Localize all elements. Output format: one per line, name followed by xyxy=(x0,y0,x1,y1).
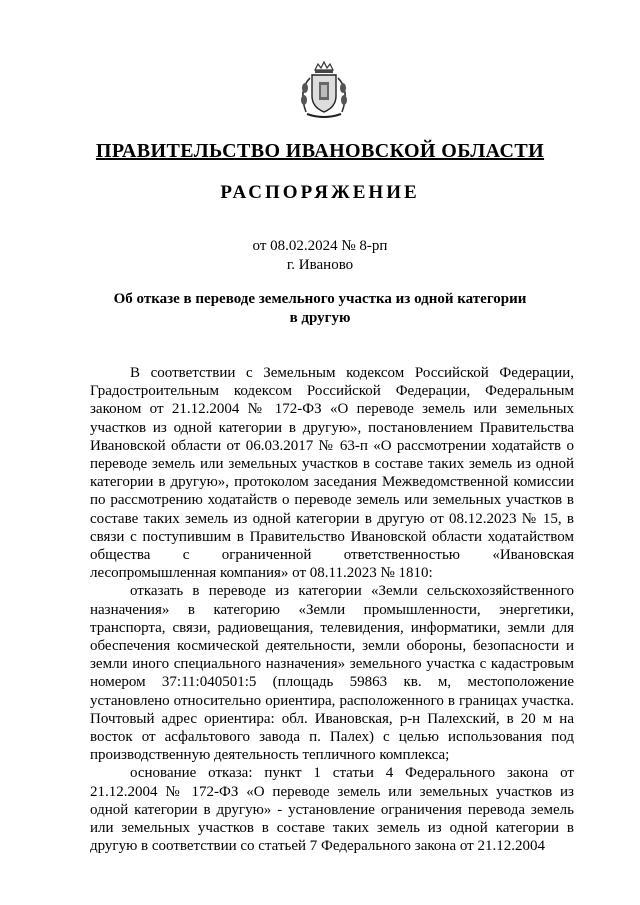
city: г. Иваново xyxy=(286,257,354,273)
document-type: РАСПОРЯЖЕНИЕ xyxy=(220,182,420,203)
body-paragraph-2: отказать в переводе из категории «Земли сельскохозяйственного назначения» в категорию «Земли промышленности, энергетики, транспорта, связи, радиовещания, телевидения, информатики, земли для обеспечения космической деятельности, земли обороны, безопасности и земли иного специального назначения» земельного участка с кадастровым номером 37:11:040501:5 (площадь 59863 кв. м, местоположение установлено относительно ориентира, расположенного в границах участка. Почтовый адрес ориентира: обл. Ивановская, р-н Палехский, в 20 м на восток от асфальтового завода п. Палех) с целью использования под производственную деятельность тепличного комплекса; xyxy=(90,583,574,764)
body-paragraph-3: основание отказа: пункт 1 статьи 4 Федерального закона от 21.12.2004 № 172-ФЗ «О переводе земель или земельных участков из одной категории в другую» - установление ограничения перевода земель или земельных участков в составе таких земель из одной категории в другую в соответствии со статьей 7 Федерального закона от 21.12.2004 xyxy=(90,765,574,855)
document-subject xyxy=(100,290,540,328)
date-and-number: от 08.02.2024 № 8-рп xyxy=(252,238,388,254)
government-title: ПРАВИТЕЛЬСТВО ИВАНОВСКОЙ ОБЛАСТИ xyxy=(95,140,545,162)
subject-line-1: Об отказе в переводе земельного участка из одной категории xyxy=(113,291,527,307)
coat-of-arms-icon xyxy=(293,60,355,122)
document-body xyxy=(90,364,574,855)
body-paragraph-1: В соответствии с Земельным кодексом Российской Федерации, Градостроительным кодексом Российской Федерации, Федеральным законом от 21.12.2004 № 172-ФЗ «О переводе земель или земельных участков из одной категории в другую», постановлением Правительства Ивановской области от 06.03.2017 № 63-п «О рассмотрении ходатайств о переводе земель или земельных участков в составе таких земель из одной категории в другую», протоколом заседания Межведомственной комиссии по рассмотрению ходатайств о переводе земель или земельных участков в составе таких земель из одной категории в другую от 08.12.2023 № 15, в связи с поступившим в Правительство Ивановской области ходатайством общества с ограниченной ответственностью «Ивановская лесопромышленная компания» от 08.11.2023 № 1810: xyxy=(90,365,574,582)
subject-line-2: в другую xyxy=(289,310,351,326)
